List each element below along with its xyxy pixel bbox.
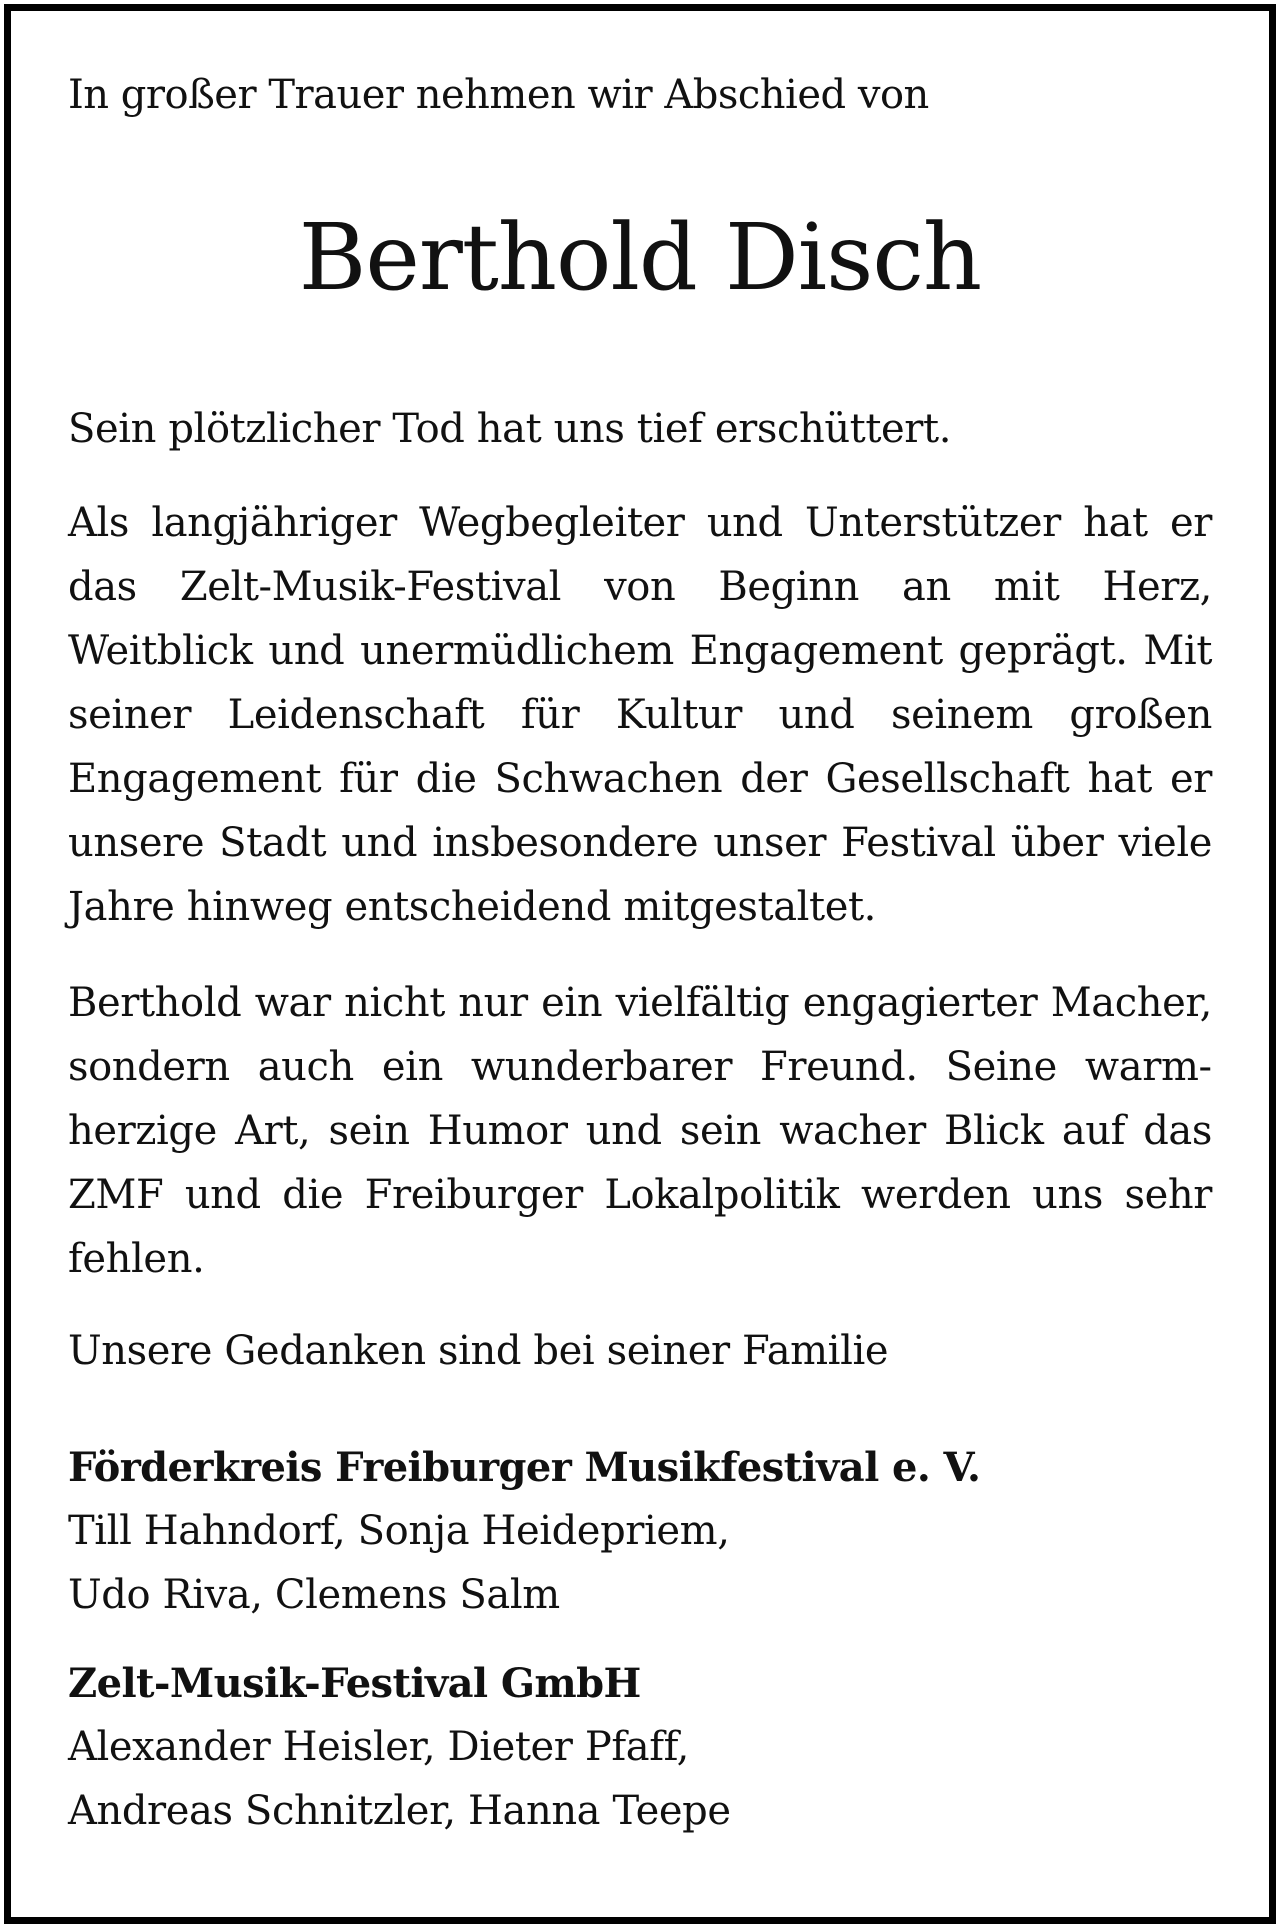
signer-names-line: Alexander Heisler, Dieter Pfaff, xyxy=(68,1724,689,1770)
signer-names-line: Till Hahndorf, Sonja Heidepriem, xyxy=(68,1508,730,1554)
paragraph-friend: Berthold war nicht nur ein vielfältig engagierter Macher, sondern auch ein wunderbarer Freund. Seine warmherzige Art, sein Humor und sein wacher Blick auf das ZMF und die Freiburger Lokalpolitik werden uns sehr fehlen. xyxy=(68,980,1212,1282)
paragraph-shock: Sein plötzlicher Tod hat uns tief erschüttert. xyxy=(68,406,952,452)
deceased-name: Berthold Disch xyxy=(298,204,982,311)
intro-line: In großer Trauer nehmen wir Abschied von xyxy=(68,72,929,118)
signers-block xyxy=(68,1437,1212,1843)
signer-names-line: Udo Riva, Clemens Salm xyxy=(68,1572,560,1618)
organization-name: Förderkreis Freiburger Musikfestival e. V. xyxy=(68,1444,981,1491)
organization-name: Zelt-Musik-Festival GmbH xyxy=(68,1660,641,1707)
signer-names-line: Andreas Schnitzler, Hanna Teepe xyxy=(68,1788,731,1834)
paragraph-tribute: Als langjähriger Wegbegleiter und Unterstützer hat er das Zelt-Musik-Festival von Beginn an mit Herz, Weitblick und unermüdlichem Engagement geprägt. Mit seiner Leidenschaft für Kultur und seinem großen Engagement für die Schwachen der Gesellschaft hat er unsere Stadt und insbesondere unser Festival über viele Jahre hinweg entscheidend mitgestaltet. xyxy=(68,500,1212,930)
paragraph-family: Unsere Gedanken sind bei seiner Familie xyxy=(68,1328,889,1374)
signer-group-zmf xyxy=(68,1653,1212,1843)
notice-content xyxy=(68,65,1212,1843)
obituary-notice xyxy=(4,4,1276,1924)
signer-group-foerderkreis xyxy=(68,1437,1212,1627)
